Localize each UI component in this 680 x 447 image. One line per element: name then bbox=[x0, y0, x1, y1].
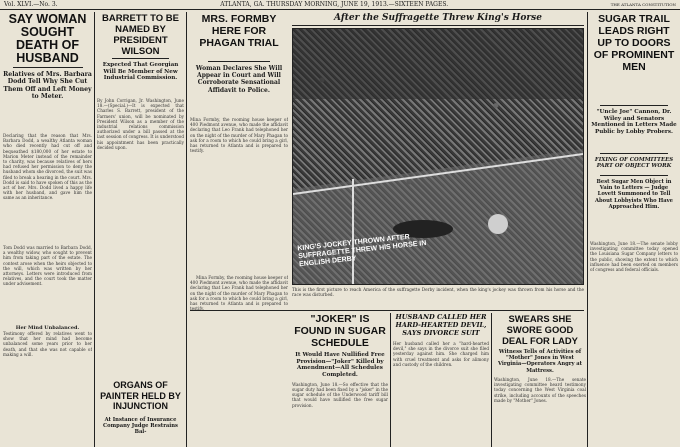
divider bbox=[600, 175, 668, 176]
column-rule bbox=[186, 12, 187, 447]
divider bbox=[600, 153, 668, 154]
headline: SWEARS SHE SWORE GOOD DEAL FOR LADY bbox=[502, 313, 578, 346]
column-rule bbox=[390, 313, 391, 447]
article-sugar bbox=[590, 13, 678, 445]
dateline: ATLANTA, GA. THURSDAY MORNING, JUNE 19, 1913.—SIXTEEN PAGES. bbox=[220, 1, 449, 8]
photo-image bbox=[292, 28, 584, 285]
headline: MRS. FORMBY HERE FOR PHAGAN TRIAL bbox=[199, 13, 279, 49]
paragraph: Mina Formby, the rooming house keeper of 400 Piedmont avenue, who made the affidavit declaring that Leo Frank had telephoned her on the night of the murder of Mary Phagan to ask for a room to which he could bring a girl, has returned to Atlanta and is prepared to testify. bbox=[190, 275, 288, 312]
photo-caption-area bbox=[293, 225, 443, 275]
article-body-continued: Tom Dodd was married to Barbara Dodd, a wealthy widow, who sought to prevent him from taking part of the estate. The contest arose when the heirs objected to the will, which was written by her attorneys. Letters were introduced from relatives, and the court took the matter under advisement. bbox=[3, 245, 92, 287]
masthead bbox=[0, 0, 680, 10]
deck: "Uncle Joe" Cannon, Dr. Wiley and Senators Mentioned in Letters Made Public by Lobby Probers. bbox=[591, 109, 677, 136]
photo-title: After the Suffragette Threw King's Horse bbox=[292, 13, 584, 26]
paper-name: THE ATLANTA CONSTITUTION bbox=[610, 2, 676, 7]
column-rule bbox=[587, 12, 588, 447]
article-say-woman bbox=[3, 13, 92, 323]
article-swears bbox=[494, 313, 586, 445]
subdeck: FIXING OF COMMITTEES PART OF OBJECT WORK bbox=[594, 157, 674, 170]
article-barrett bbox=[97, 13, 184, 373]
deck: Woman Declares She Will Appear in Court and Will Corroborate Sensational Affidavit to Police. bbox=[195, 65, 283, 94]
article-body: Testimony offered by relatives went to show that her mind had become unbalanced some years prior to her death, and that she was not capable of making a will. bbox=[3, 331, 92, 357]
headline: ORGANS OF PAINTER HELD BY INJUNCTION bbox=[100, 380, 181, 411]
divider bbox=[208, 61, 270, 62]
column-rule bbox=[491, 313, 492, 447]
deck-secondary: Best Sugar Men Object in Vain to Letters — Judge Lovett Summoned to Tell About Lobbyists Who Have Approached Him. bbox=[595, 179, 673, 210]
deck: It Would Have Nullified Free Provision—"Joker" Killed by Amendment—All Schedules Completed. bbox=[295, 352, 385, 379]
subhead: Her Mind Unbalanced. bbox=[15, 325, 80, 331]
divider bbox=[600, 105, 668, 106]
article-husband bbox=[393, 313, 489, 445]
article-body: Her husband called her a "hard-hearted devil," she says in the divorce suit she filed yesterday against him. She charged him with cruel treatment and asks for alimony and custody of the children. bbox=[393, 341, 489, 367]
article-joker bbox=[292, 313, 388, 445]
headline: BARRETT TO BE NAMED BY PRESIDENT WILSON bbox=[102, 13, 179, 57]
article-painter bbox=[97, 380, 184, 445]
column-rule bbox=[94, 12, 95, 447]
article-body: Declaring that the reason that Mrs. Barbara Dodd, a wealthy Atlanta woman who died recently had cut off and bequeathed $180,000 of her estate to Marion Meter instead of the remainder to charity, was because relatives of hers had refused her permission to deny the husband whom she divorced, the suit was filed to break a hearing in the court. Mrs. Dodd is said to have spoken of this as the act of her. Mrs. Dodd lived a happy life with her husband, and gave him the same as an inheritance. bbox=[3, 133, 92, 201]
article-body: Washington, June 18.—So effective that the sugar duty had been fixed by a "joker" in the sugar schedule of the Underwood tariff bill that would have nullified the free sugar provision. bbox=[292, 381, 388, 408]
subhead-minor bbox=[3, 325, 92, 445]
volume-number: Vol. XLVI.—No. 3. bbox=[4, 1, 58, 8]
article-formby bbox=[190, 13, 288, 273]
deck: At Instance of Insurance Company Judge Restrains Bal- bbox=[103, 416, 178, 435]
deck: Witness Tells of Activities of "Mother" Jones in West Virginia—Operators Angry at Mattress. bbox=[497, 349, 583, 374]
headline: SAY WOMAN SOUGHT DEATH OF HUSBAND bbox=[8, 12, 87, 65]
photo-caption: KING'S JOCKEY THROWN AFTER SUFFRAGETTE THREW HIS HORSE IN ENGLISH DERBY bbox=[297, 233, 427, 269]
photo-feature bbox=[292, 13, 584, 285]
deck: Expected That Georgian Will Be Member of New Industrial Commission. bbox=[102, 62, 179, 82]
headline: HUSBAND CALLED HER HARD-HEARTED DEVIL, SAYS DIVORCE SUIT bbox=[395, 313, 487, 337]
divider bbox=[112, 58, 169, 59]
photo-description: This is the first picture to reach America of the suffragette Derby incident, when the king's jockey was thrown from his horse and the race was disturbed. bbox=[292, 287, 584, 298]
article-body: Washington, June 18.—The senate lobby investigating committee today opened the Louisiana Sugar Company letters to the public, showing the extent to which influence had been exerted on members of congress and federal officials. bbox=[590, 241, 678, 273]
formby-continued bbox=[190, 275, 288, 443]
divider bbox=[13, 67, 83, 68]
article-body: Mina Formby, the rooming house keeper of 400 Piedmont avenue, who made the affidavit declaring that Leo Frank had telephoned her on the night of the murder of Mary Phagan to ask for a room to which he could bring a girl, has returned to Atlanta and is prepared to testify. bbox=[190, 117, 288, 154]
deck: Relatives of Mrs. Barbara Dodd Tell Why She Cut Them Off and Left Money to Meter. bbox=[3, 71, 92, 101]
headline: SUGAR TRAIL LEADS RIGHT UP TO DOORS OF PROMINENT MEN bbox=[593, 13, 675, 73]
article-body: By John Corrigan, Jr. Washington, June 18.—(Special.)—It is expected that Charles S. Barrett, president of the Farmers' union, will be nominated by President Wilson as a member of the industrial relations commission authorized under a bill passed at the last session of congress. It is understood his appointment has been practically decided upon. bbox=[97, 98, 184, 150]
article-body: Washington, June 18.—The senate investigating committee heard testimony today concerning the West Virginia coal strike, including accounts of the speeches made by "Mother" Jones. bbox=[494, 376, 586, 403]
headline: "JOKER" IS FOUND IN SUGAR SCHEDULE bbox=[294, 313, 386, 349]
